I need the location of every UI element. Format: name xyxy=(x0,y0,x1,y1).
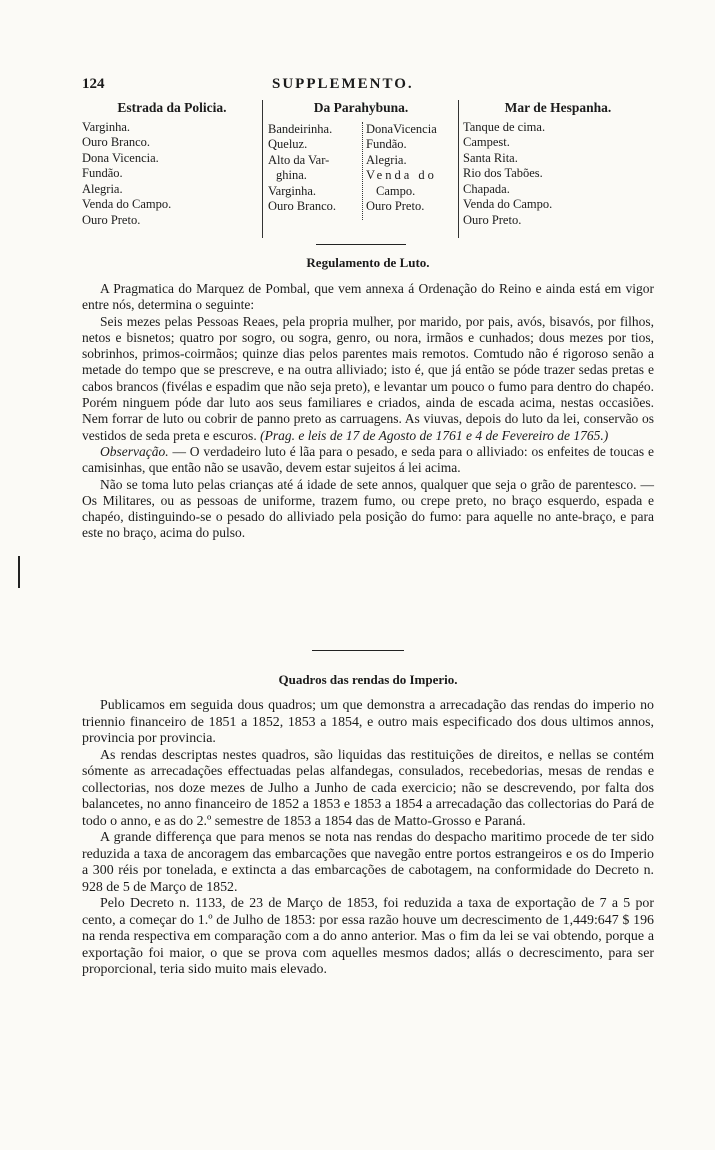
observation-text: — O verdadeiro luto é lãa para o pesado, e seda para o alliviado: os enfeites de toucas e camisinhas, que então não se usavão, devem estar sujeitos á lei acima. xyxy=(82,443,655,476)
list-item: Campo. xyxy=(376,183,416,198)
list-item: ghina. xyxy=(276,168,307,182)
list-item: Queluz. xyxy=(268,137,308,151)
route-table xyxy=(82,100,652,240)
column-divider xyxy=(458,100,459,238)
list-item: Ouro Preto. xyxy=(82,212,141,227)
page-number: 124 xyxy=(82,76,105,92)
estrada-list xyxy=(82,120,262,229)
quadros-paragraph-decreto: Pelo Decreto n. 1133, de 23 de Março de 1853, foi reduzida a taxa de exportação de 7 a 5 por cento, a começar do 1.º de Julho de 1853: por essa razão houve um decrescimento de 1,449:647 $ 196 na renda respectiva em comparação com a do anno anterior. Mas o fim da lei se vai obtendo, porque a exportação foi maior, o que se prova com aquelles mesmos dados; allás o decrescimento, para ser proporcional, teria sido muito mais elevado. xyxy=(82,896,654,977)
list-item: Campest. xyxy=(463,135,510,149)
estrada-column xyxy=(82,100,262,228)
luto-paragraph-rules xyxy=(82,314,654,444)
quadros-paragraph-ancoragem: A grande differença que para menos se nota nas rendas do despacho maritimo procede de ter sido reduzida a taxa de ancoragem das embarcações que navegão entre portos estrangeiros e os do Imperio a 300 réis por tonelada, e extincta a das embarcações de cabotagem, na conformidade do Decreto n. 928 de 5 de Março de 1852. xyxy=(82,830,654,895)
luto-section-body xyxy=(82,281,654,542)
section-rule xyxy=(312,650,404,651)
quadros-section-body xyxy=(82,698,654,979)
list-item: DonaVicencia xyxy=(366,121,437,136)
list-item: Rio dos Tabões. xyxy=(463,166,543,180)
section-rule xyxy=(316,244,406,245)
list-item: Fundão. xyxy=(82,166,123,180)
list-item: Alegria. xyxy=(82,181,123,196)
list-item: Alto da Var- xyxy=(268,152,330,167)
luto-observation xyxy=(82,444,654,477)
hespanha-list xyxy=(463,120,653,229)
list-item: Ouro Preto. xyxy=(366,199,425,213)
running-title: SUPPLEMENTO. xyxy=(272,76,414,92)
luto-section-title: Regulamento de Luto. xyxy=(306,255,430,270)
list-item: Ouro Branco. xyxy=(82,135,151,149)
list-item: Dona Vicencia. xyxy=(82,150,159,165)
page-header xyxy=(82,76,652,96)
list-item: Ouro Branco. xyxy=(268,199,337,213)
list-item: Chapada. xyxy=(463,181,510,196)
list-item: Venda do Campo. xyxy=(463,197,553,211)
luto-legal-reference: (Prag. e leis de 17 de Agosto de 1761 e 4 de Fevereiro de 1765.) xyxy=(260,427,609,443)
parahybuna-heading: Da Parahybuna. xyxy=(313,100,409,115)
list-item: Varginha. xyxy=(82,119,131,134)
hespanha-column xyxy=(463,100,653,228)
quadros-paragraph-rendas: As rendas descriptas nestes quadros, são liquidas das restituições de direitos, e nellas se contém sómente as arrecadações effectuadas pelas alfandegas, consulados, recebedorias, mesas de rendas e collectorias, nos doze mezes de Julho a Junho de cada exercicio; não se descrevendo, por falta dos balancetes, no anno financeiro de 1852 a 1853 e 1853 a 1854 a arrecadação das collectorias do Pará de todo o anno, e as do 2.º semestre de 1853 a 1854 das de Matto-Grosso e Paraná. xyxy=(82,747,654,829)
hespanha-heading: Mar de Hespanha. xyxy=(504,100,612,115)
parahybuna-column xyxy=(268,100,454,220)
quadros-paragraph-intro: Publicamos em seguida dous quadros; um que demonstra a arrecadação das rendas do imperio no triennio financeiro de 1851 a 1852, 1853 a 1854, e outro mais especificado dos dous ultimos annos, provincia por provincia. xyxy=(82,698,654,746)
parahybuna-right-list xyxy=(366,122,454,215)
list-item: Ouro Preto. xyxy=(463,212,522,227)
list-item: Venda do xyxy=(366,168,437,182)
list-item: Fundão. xyxy=(366,137,407,151)
quadros-section-title: Quadros das rendas do Imperio. xyxy=(278,672,458,687)
list-item: Santa Rita. xyxy=(463,150,518,165)
list-item: Tanque de cima. xyxy=(463,119,546,134)
luto-paragraph-intro: A Pragmatica do Marquez de Pombal, que vem annexa á Ordenação do Reino e ainda está em vigor entre nós, determina o seguinte: xyxy=(82,281,654,313)
sub-column-divider xyxy=(362,122,363,220)
margin-mark xyxy=(18,556,20,588)
luto-rules-text: Seis mezes pelas Pessoas Reaes, pela propria mulher, por marido, por pais, avós, bisavós, por filhos, netos e bisnetos; quatro por sogro, ou sogra, genro, ou nora, irmãos e cunhados; dous mezes por tios, sobrinhos, primos-coirmãos; quinze dias pelos parentes mais remotos. Comtudo não é rigoroso senão a metade do tempo que se prescreve, e na outra alliviado; isto é, que já então se póde trazer sedas pretas e cabos brancos (fivélas e espadim que não seja preto), e levantar um pouco o fumo para dentro do chapéo. Porém ninguem póde dar luto aos seus familiares e criados, ainda de escada acima, nestas occasiões. Nem forrar de luto ou cobrir de panno preto as carruagens. As viuvas, depois do luto da lei, conservão os vestidos de seda preta e escuros. xyxy=(82,313,654,443)
list-item: Venda do Campo. xyxy=(82,197,172,211)
observation-label: Observação. xyxy=(100,443,169,459)
parahybuna-left-list xyxy=(268,122,360,215)
list-item: Varginha. xyxy=(268,183,317,198)
list-item: Alegria. xyxy=(366,152,407,167)
luto-paragraph-children: Não se toma luto pelas crianças até á idade de sete annos, qualquer que seja o grão de parentesco. — Os Militares, ou as pessoas de uniforme, trazem fumo, ou crepe preto, no braço esquerdo, espada e chapéo, distinguindo-se o pesado do alliviado pela posição do fumo: para aquelle no ante-braço, e para este no braço, acima do pulso. xyxy=(82,476,654,541)
list-item: Bandeirinha. xyxy=(268,121,333,136)
estrada-heading: Estrada da Policia. xyxy=(117,100,227,115)
column-divider xyxy=(262,100,263,238)
